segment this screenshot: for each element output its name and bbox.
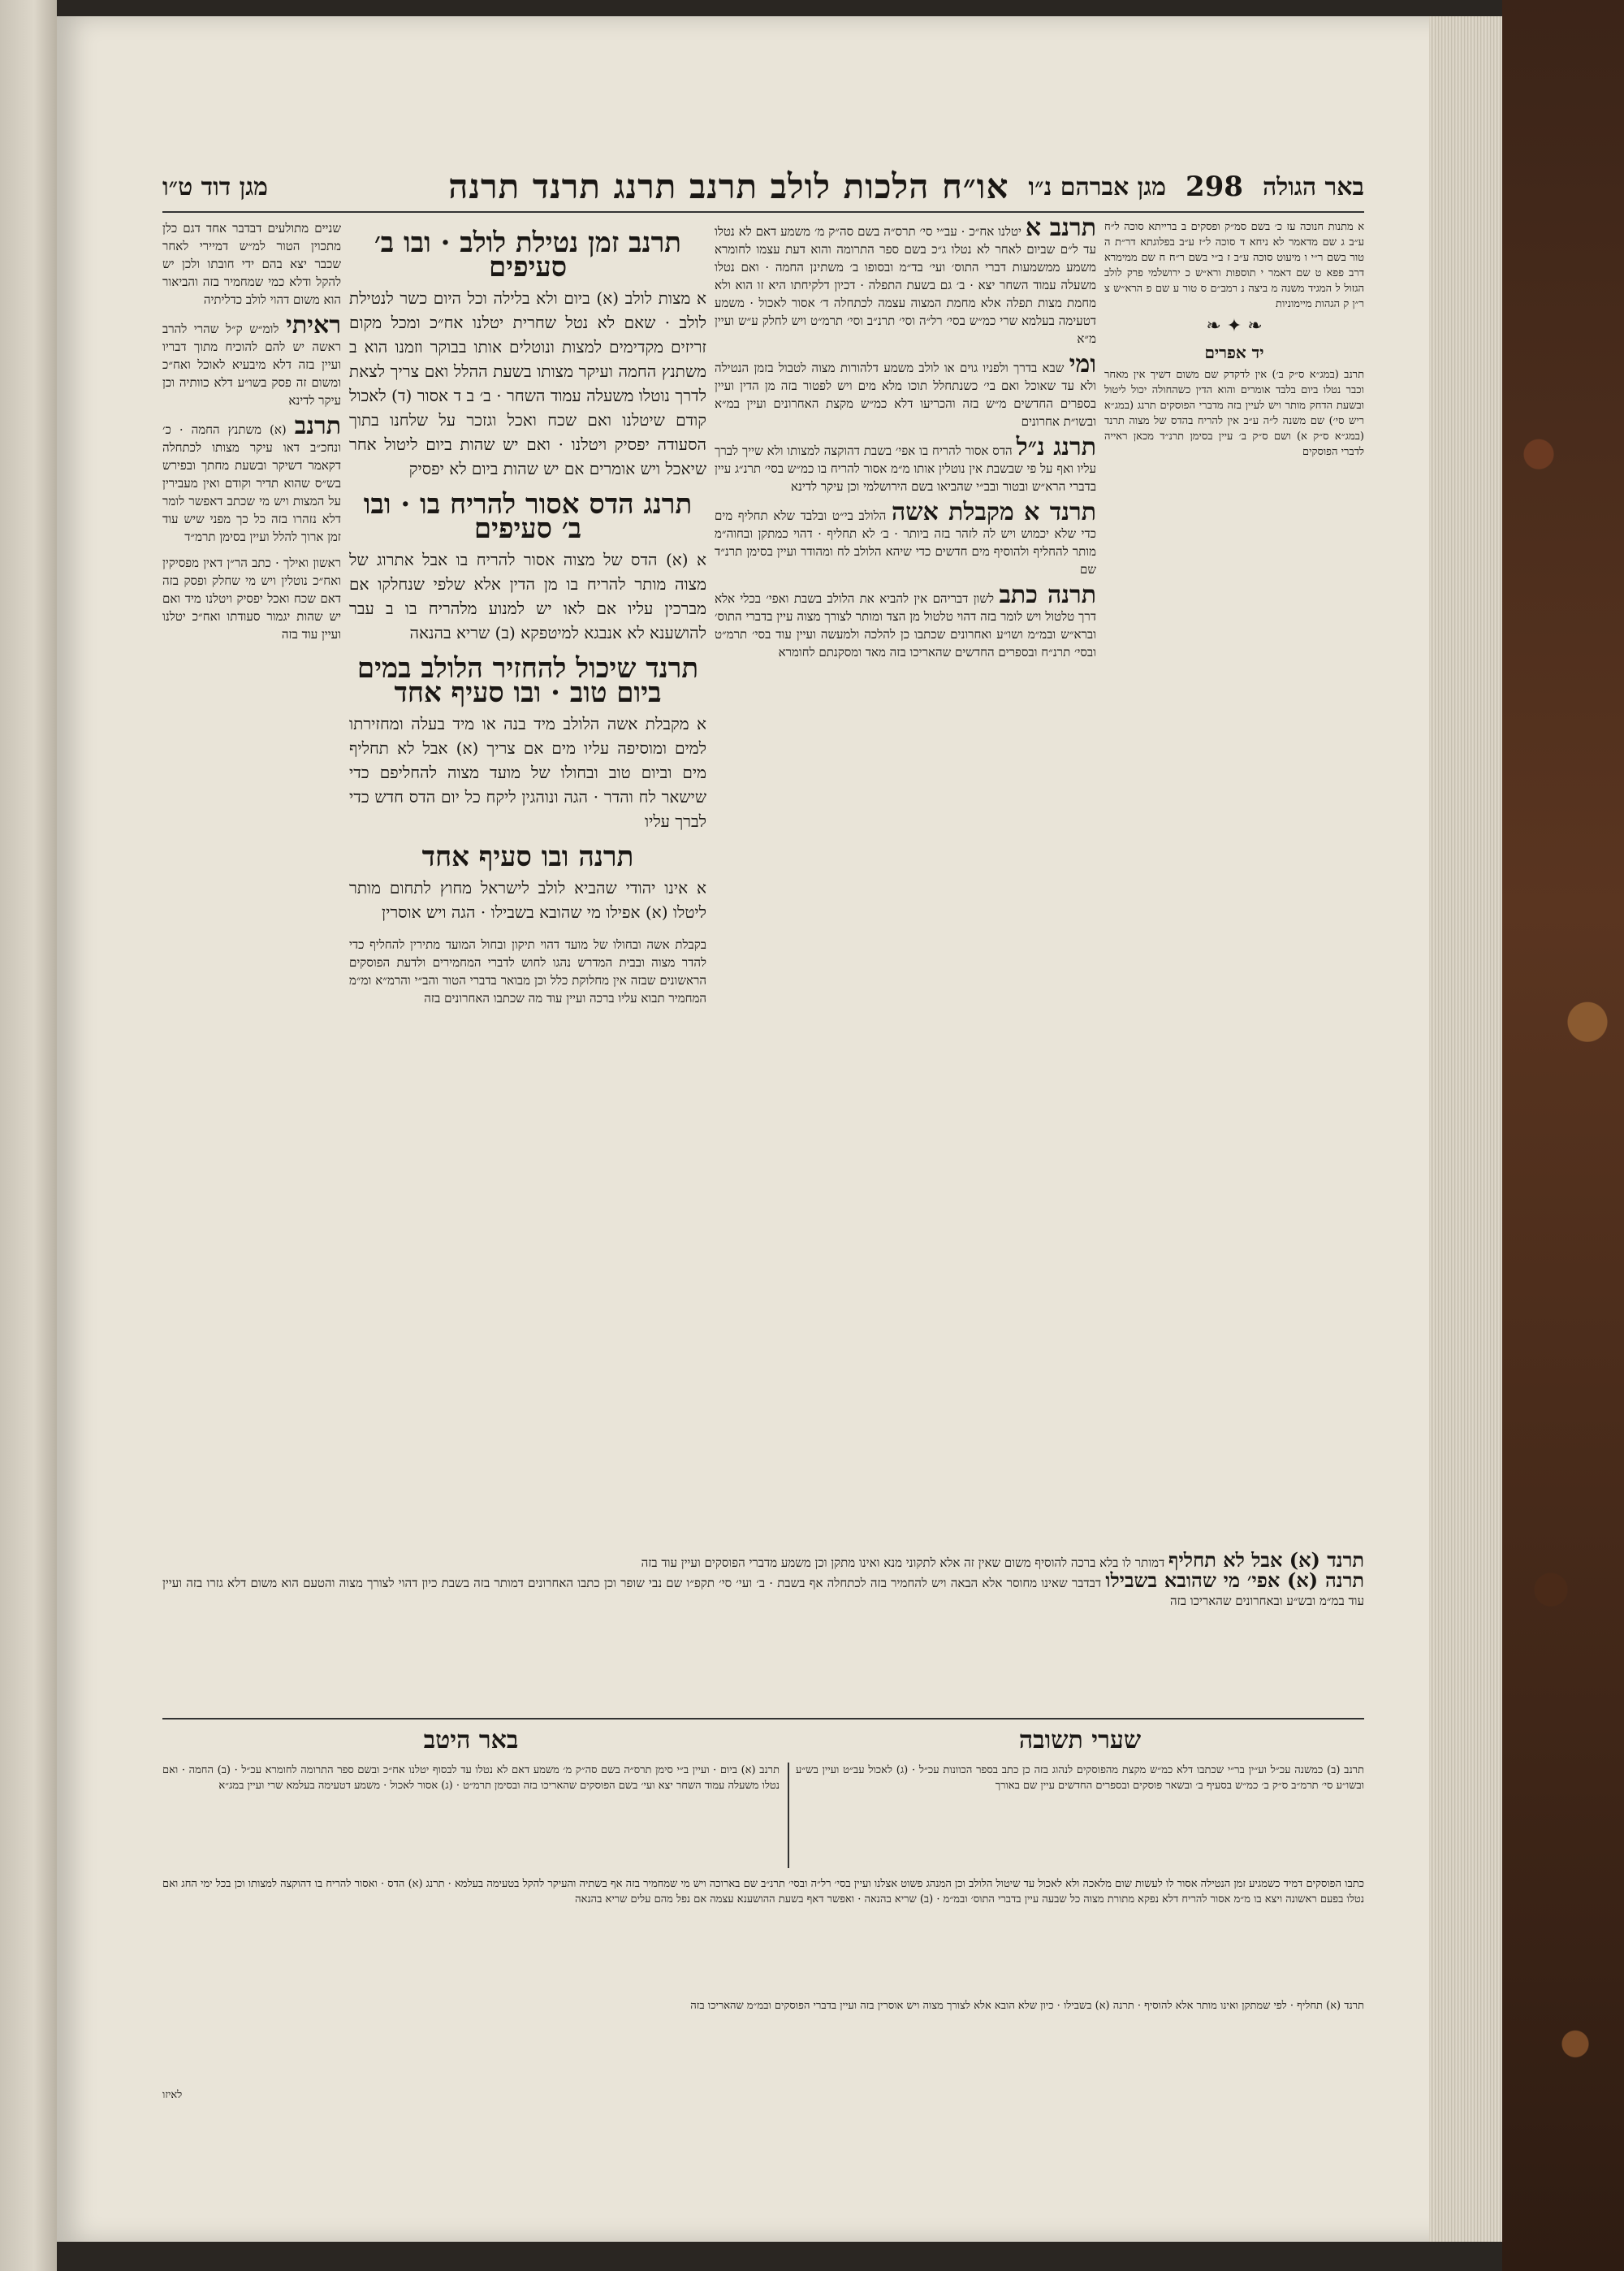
paragraph: לומ״ש ק״ל שהרי להרב ראשה יש להם להוכיח מתוך דבריו ועיין בזה דלא מיבעיא לאוכל ואח״כ ומשום זה פסק בשו״ע דלא כוותיה וכן עיקר לדינא — [162, 322, 341, 408]
page-header — [162, 162, 1364, 213]
beer-heitev-title: באר היטב — [423, 1726, 519, 1754]
paragraph: א אינו יהודי שהביא לולב לישראל מחוץ לתחום מותר ליטלו (א) אפילו מי שהובא בשבילו · הגה ויש אוסרין — [349, 878, 706, 922]
header-mid: מגן אברהם נ״ו — [1028, 172, 1166, 201]
shaarei-teshuvah-text: תרנב (ב) כמשנה עכ״ל וע״ין בר״י שכתבו דלא כמ״ש מקצת מהפוסקים לנהוג בזה כן כתב בספר הכוונות עכ״ל · (ג) לאכול עב״ט ועיין בש״ע ובשו״ע סי׳ תרמ״ב ס״ק ב׳ כמ״ש בסעיף ב׳ ובשאר פוסקים ובספרים החדשים עיין שם באורך — [796, 1764, 1364, 1792]
page-stack-edge — [1429, 16, 1502, 2242]
paragraph: א (א) הדס של מצוה אסור להריח בו אבל אתרוג של מצוה מותר להריח בו מן הדין אלא שלפי שנחלקו אם מברכין עליו אם לאו יש למנוע מלהריח בו ב עבר להושענא לא אנבגא למיטפקא (ב) שריא בהנאה — [349, 550, 706, 642]
paragraph: א מצות לולב (א) ביום ולא בלילה וכל היום כשר לנטילת לולב · שאם לא נטל שחרית יטלנו אח״כ ומכל מקום זריזים מקדימים למצות ונוטלים אותו בבוקר וזמנו הוא ב משתנץ החמה ועיקר מצותו בשעת ההלל ואם צריך לצאת לדרך נוטלו משעלה עמוד השחר · ב׳ ב ד אסור (ד) לאכול קודם שיטלנו ואם שכח ואכל וגזכר על שלחנו בתוך הסעודה יפסיק ויטלנו · ואם יש שהות ביום ליטול אחר שיאכל ויש אומרים אם יש שהות ביום לא יפסיק — [349, 288, 706, 478]
lead-word: תרנב א — [1025, 219, 1096, 242]
section-heading-655: תרנה ובו סעיף אחד — [421, 841, 634, 873]
paragraph: הדס אסור להריח בו אפי׳ בשבת דהוקצה למצותו ולא שייך לברך עליו ואף על פי שבשבת אין נוטלין אותו מ״מ אסור להריח בו כמ״ש בסי׳ תרנ״ג עיין בדברי הרא״ש ובטור ובב״י שהביאו בשם הירושלמי וכן עיקר לדינא — [715, 443, 1096, 494]
lead-word: ראיתי — [285, 311, 341, 340]
paragraph: א מקבלת אשה הלולב מיד בנה או מיד בעלה ומחזירתו למים ומוסיפה עליו מים אם צריך (א) אבל לא תחליף מים וביום טוב ובחולו של מועד מצוה להחליפם כדי שישאר לח והדר · הגה ונוהגין ליקח כל יום הדס חדש כדי לברך עליו — [349, 714, 706, 831]
magen-david-column — [162, 219, 341, 1746]
header-right: באר הגולה — [1262, 172, 1364, 201]
paragraph: דמותר לו בלא ברכה להוסיף משום שאין זה אלא לתקוני מנא ואינו מתקן וכן משמע מדברי הפוסקים ועיין עוד בזה — [641, 1555, 1165, 1570]
lead-word: תרנד (א) אבל לא תחליף — [1168, 1551, 1364, 1572]
lead-word: תרנד א מקבלת אשה — [891, 498, 1096, 526]
ornament: ❧ ✦ ❧ — [1206, 316, 1263, 336]
header-left: מגן דוד ט״ו — [162, 172, 268, 201]
lead-word: תרנה כתב — [999, 581, 1096, 609]
section-heading-653: תרנג הדס אסור להריח בו · ובו ב׳ סעיפים — [363, 488, 693, 545]
page-number: 298 — [1185, 171, 1243, 203]
paragraph: ראשון ואילך · כתב הר״ן דאין מפסיקין ואח״כ נוטלין ויש מי שחלק ופסק בזה דאם שכח ואכל יפסיק ויטלנו מיד ואם יש שהות יגמור סעודתו ואח״כ יטלנו ועיין עוד בזה — [162, 556, 341, 642]
paragraph: שבא בדרך ולפניו גוים או לולב משמע דלהורות מצוה לטבול בזמן הנטילה ולא עד שאוכל ואם בי׳ כשנתחלל תוכו מלא מים ויש לפטור בזה מן הדין ועיין בספרים החדשים מ״ש בזה והכריעו דלא כמ״ש מקצת האחרונים ועיין במ״א ובשו״ת אחרונים — [715, 361, 1096, 429]
margin-text-2: תרנב (במג״א ס״ק ב׳) אין לדקדק שם משום דשיך אין מאחר וכבר נטלו ביום בלבד אומרים והוא הדין כשהחולה יכול ליטול ובשעת הדחק מותר ויש לעיין בזה מדברי הפוסקים תרנג (במג״א ריש סי׳) שם משנה ל״ה ע״ב אין להריח בהדס של מצוה תרנד (במג״א ס״ק א) ושם ס״ק ב׳ עיין בסימן תרנ״ד מכאן ראייה לדברי הפוסקים — [1104, 369, 1364, 458]
margin-label: יד אפרים — [1204, 343, 1264, 362]
divider — [788, 1763, 789, 1868]
continuation-block — [162, 1551, 1364, 1714]
paragraph: הלולב בי״ט ובלבד שלא תחליף מים כדי שלא יכמוש ויש לה לזהר בזה ביותר · ב׳ לא תחליף · דהוי כמתקן ובחוה״מ מותר להחליף ולהוסיף מים חדשים כדי שיהא הלולב לח ומהודר ועיין בסימן תרנ״ד שם — [715, 508, 1096, 577]
lead-word: ומי — [1069, 350, 1096, 378]
beer-heitev-text: תרנב (א) ביום · ועיין ב״י סימן תרס״ה בשם סה״ק מ׳ משמע דאם לא נטלו עד לבסוף יטלנו אח״כ ובשם ספר התרומה לחומרא עכ״ל · (ב) החמה · ואם נטלו משעלה עמוד השחר יצא ועי׳ בשם הפוסקים שהאריכו בזה ובסימן תרמ״ט · (ג) אסור לאכול · משמע דטעימה בעלמא שרי ועיין במג״א — [162, 1764, 780, 1792]
section-heading-654: תרנד שיכול להחזיר הלולב במים ביום טוב · ובו סעיף אחד — [356, 652, 699, 709]
magen-avraham-column — [715, 219, 1096, 1746]
paragraph: שניים מתולעים דבדבר אחד דגם כלן מתכוין הטור למ״ש דמיירי לאחר שכבר יצא בהם ידי חובתו ולכן יש להקל ודלא כמי שמחמיר בזה והביאור הוא משום דהוי לולב כדליתיה — [162, 221, 341, 307]
section-heading-652: תרנב זמן נטילת לולב · ובו ב׳ סעיפים — [374, 227, 682, 283]
margin-column — [1104, 219, 1364, 1153]
shaarei-teshuvah-title: שערי תשובה — [1018, 1726, 1142, 1754]
lead-word: תרנג נ״ל — [1016, 433, 1096, 461]
margin-text: א מתנות חנוכה עז כ׳ בשם סמ״ק ופסקים ב ברייתא סוכה ל״ח ע״ב ג שם מדאמר לא ניחא ד סוכה ל״ז ע״ב בפלוגתא דר״ת ה טור בשם ר״י ו מיעוט סוכה ע״ב ז ב״י בשם ר״ח ח שם ממימרא דרב פפא ט שם דאמר י תוספות ורא״ש כ ירושלמי פרק לולב הגזול ל המגיד משנה מ ביצה נ רמב״ם ס טור ע שם פ הרא״ש צ ר״ן ק הגהות מיימוניות — [1104, 221, 1364, 310]
page-title: או״ח הלכות לולב תרנב תרנג תרנד תרנה — [448, 167, 1009, 206]
catchword: לאיזו — [162, 2089, 183, 2101]
shulchan-aruch-column — [349, 219, 706, 1746]
paragraph: יטלנו אח״כ · עב״י סי׳ תרס״ה בשם סה״ק מ׳ משמע דאם לא נטלו עד ל״ם שביום לאחר לא נטלו ג״כ בשם ספר התרומה והוא דעת עצמו לחומרא משמע ממשמעות דברי התוס׳ ועי׳ בד״מ ובסופו ב׳ משתינן החמה · ואם נטלו משעלה עמוד השחר יצא · ב׳ גם בשעת התפלה · דכיון דלקיחתו היא זו הוא ולא מחמת מצות תפלה אלא מחמת המצוה עצמה לכתחלה ד׳ אסור לאכול · משמע דטעימה בעלמא שרי כמ״ש בסי׳ רל״ה וסי׳ תרנ״ב וסי׳ תרמ״ט ויש לחלק ע״ש ועיין מ״א — [715, 224, 1096, 346]
paragraph: לשון דבריהם אין להביא את הלולב בשבת ואפי׳ בכלי אלא דרך טלטול ויש לומר בזה דהוי טלטול מן הצד ומותר לצורך מצוה עיין בדברי התוס׳ וברא״ש ובמ״מ ושו״ע ואחרונים שכתבו כן להלכה ולמעשה ועיין עוד בסי׳ תרמ״ט ובסי׳ תרנ״ח ובספרים החדשים שהאריכו בזה מאד ומסקנתם לחומרא — [715, 591, 1096, 660]
divider — [162, 1718, 1364, 1719]
book-cover — [1502, 0, 1624, 2271]
paragraph: דבדבר שאינו מחוסר אלא הבאה ויש להחמיר בזה לכתחלה אף בשבת · ב׳ ועי׳ סי׳ תקפ״ו שם נבי שופר וכן כתבו האחרונים דמותר בזה בשבת כיון דהוי לצורך מצוה והטעם הוא משום דלא גזרו בזה ועיין עוד במ״מ ובש״ע ובאחרונים שהאריכו בזה — [162, 1576, 1364, 1608]
lead-word: תרנב — [294, 412, 341, 440]
previous-page-edge — [0, 0, 57, 2271]
beer-heitev-continuation: כתבו הפוסקים דמיד כשמגיע זמן הנטילה אסור לו לעשות שום מלאכה ולא לאכול עד שיטול הלולב וכן המנהג פשוט אצלנו ועיין בסי׳ רל״ה ובסי׳ תרנ״ב שם בארוכה ויש מי שמחמיר בזה אף בשתיה והעיקר להקל בטעימה בעלמא · תרנג (א) הדס · ואסור להריח בו דהוקצה למצותו וכן בכל ימי החג ואם נטלו בפעם ראשונה ויצא בו מ״מ אסור להריח דלא נפקא מתורת מצוה כל שבעה עיין בדברי התוס׳ ובמ״מ · (ב) שריא בהנאה · ואפשר דאף בשעת ההושענא עצמה אם נפל מהם עלים שריא בהנאה — [162, 1878, 1364, 1905]
beer-heitev-continuation-2: תרנד (א) תחליף · לפי שמתקן ואינו מותר אלא להוסיף · תרנה (א) בשבילו · כיון שלא הובא אלא לצורך מצוה ויש אוסרין בזה ועיין בדברי הפוסקים ובמ״מ שהאריכו בזה — [690, 2000, 1364, 2012]
paragraph: בקבלת אשה ובחולו של מועד דהוי תיקון ובחול המועד מתירין להחליף כדי להדר מצוה ובבית המדרש נהגו לחוש לדברי המחמירים ולדעת הפוסקים הראשונים שבזה אין מחלוקת כלל וכן מבואר בדברי הטור והב״י והרמ״א ומ״מ המחמיר תבוא עליו ברכה ועיין עוד מה שכתבו האחרונים בזה — [349, 937, 706, 1006]
lead-word: תרנה (א) אפי׳ מי שהובא בשבילו — [1105, 1568, 1364, 1592]
paragraph: (א) משתנץ החמה · כ׳ ונחכ״ב דאו עיקר מצותו לכתחלה דקאמר דשיקר ובשעת מחתך ובפירש בש״ס שהוא תדיר וקודם ואין מעבירין על המצות ויש מי שכתב דאפשר לומר דלא נזהרו בזה כל כך מפני שיש עוד זמן ארוך להלל ועיין בסימן תרמ״ד — [162, 422, 341, 544]
